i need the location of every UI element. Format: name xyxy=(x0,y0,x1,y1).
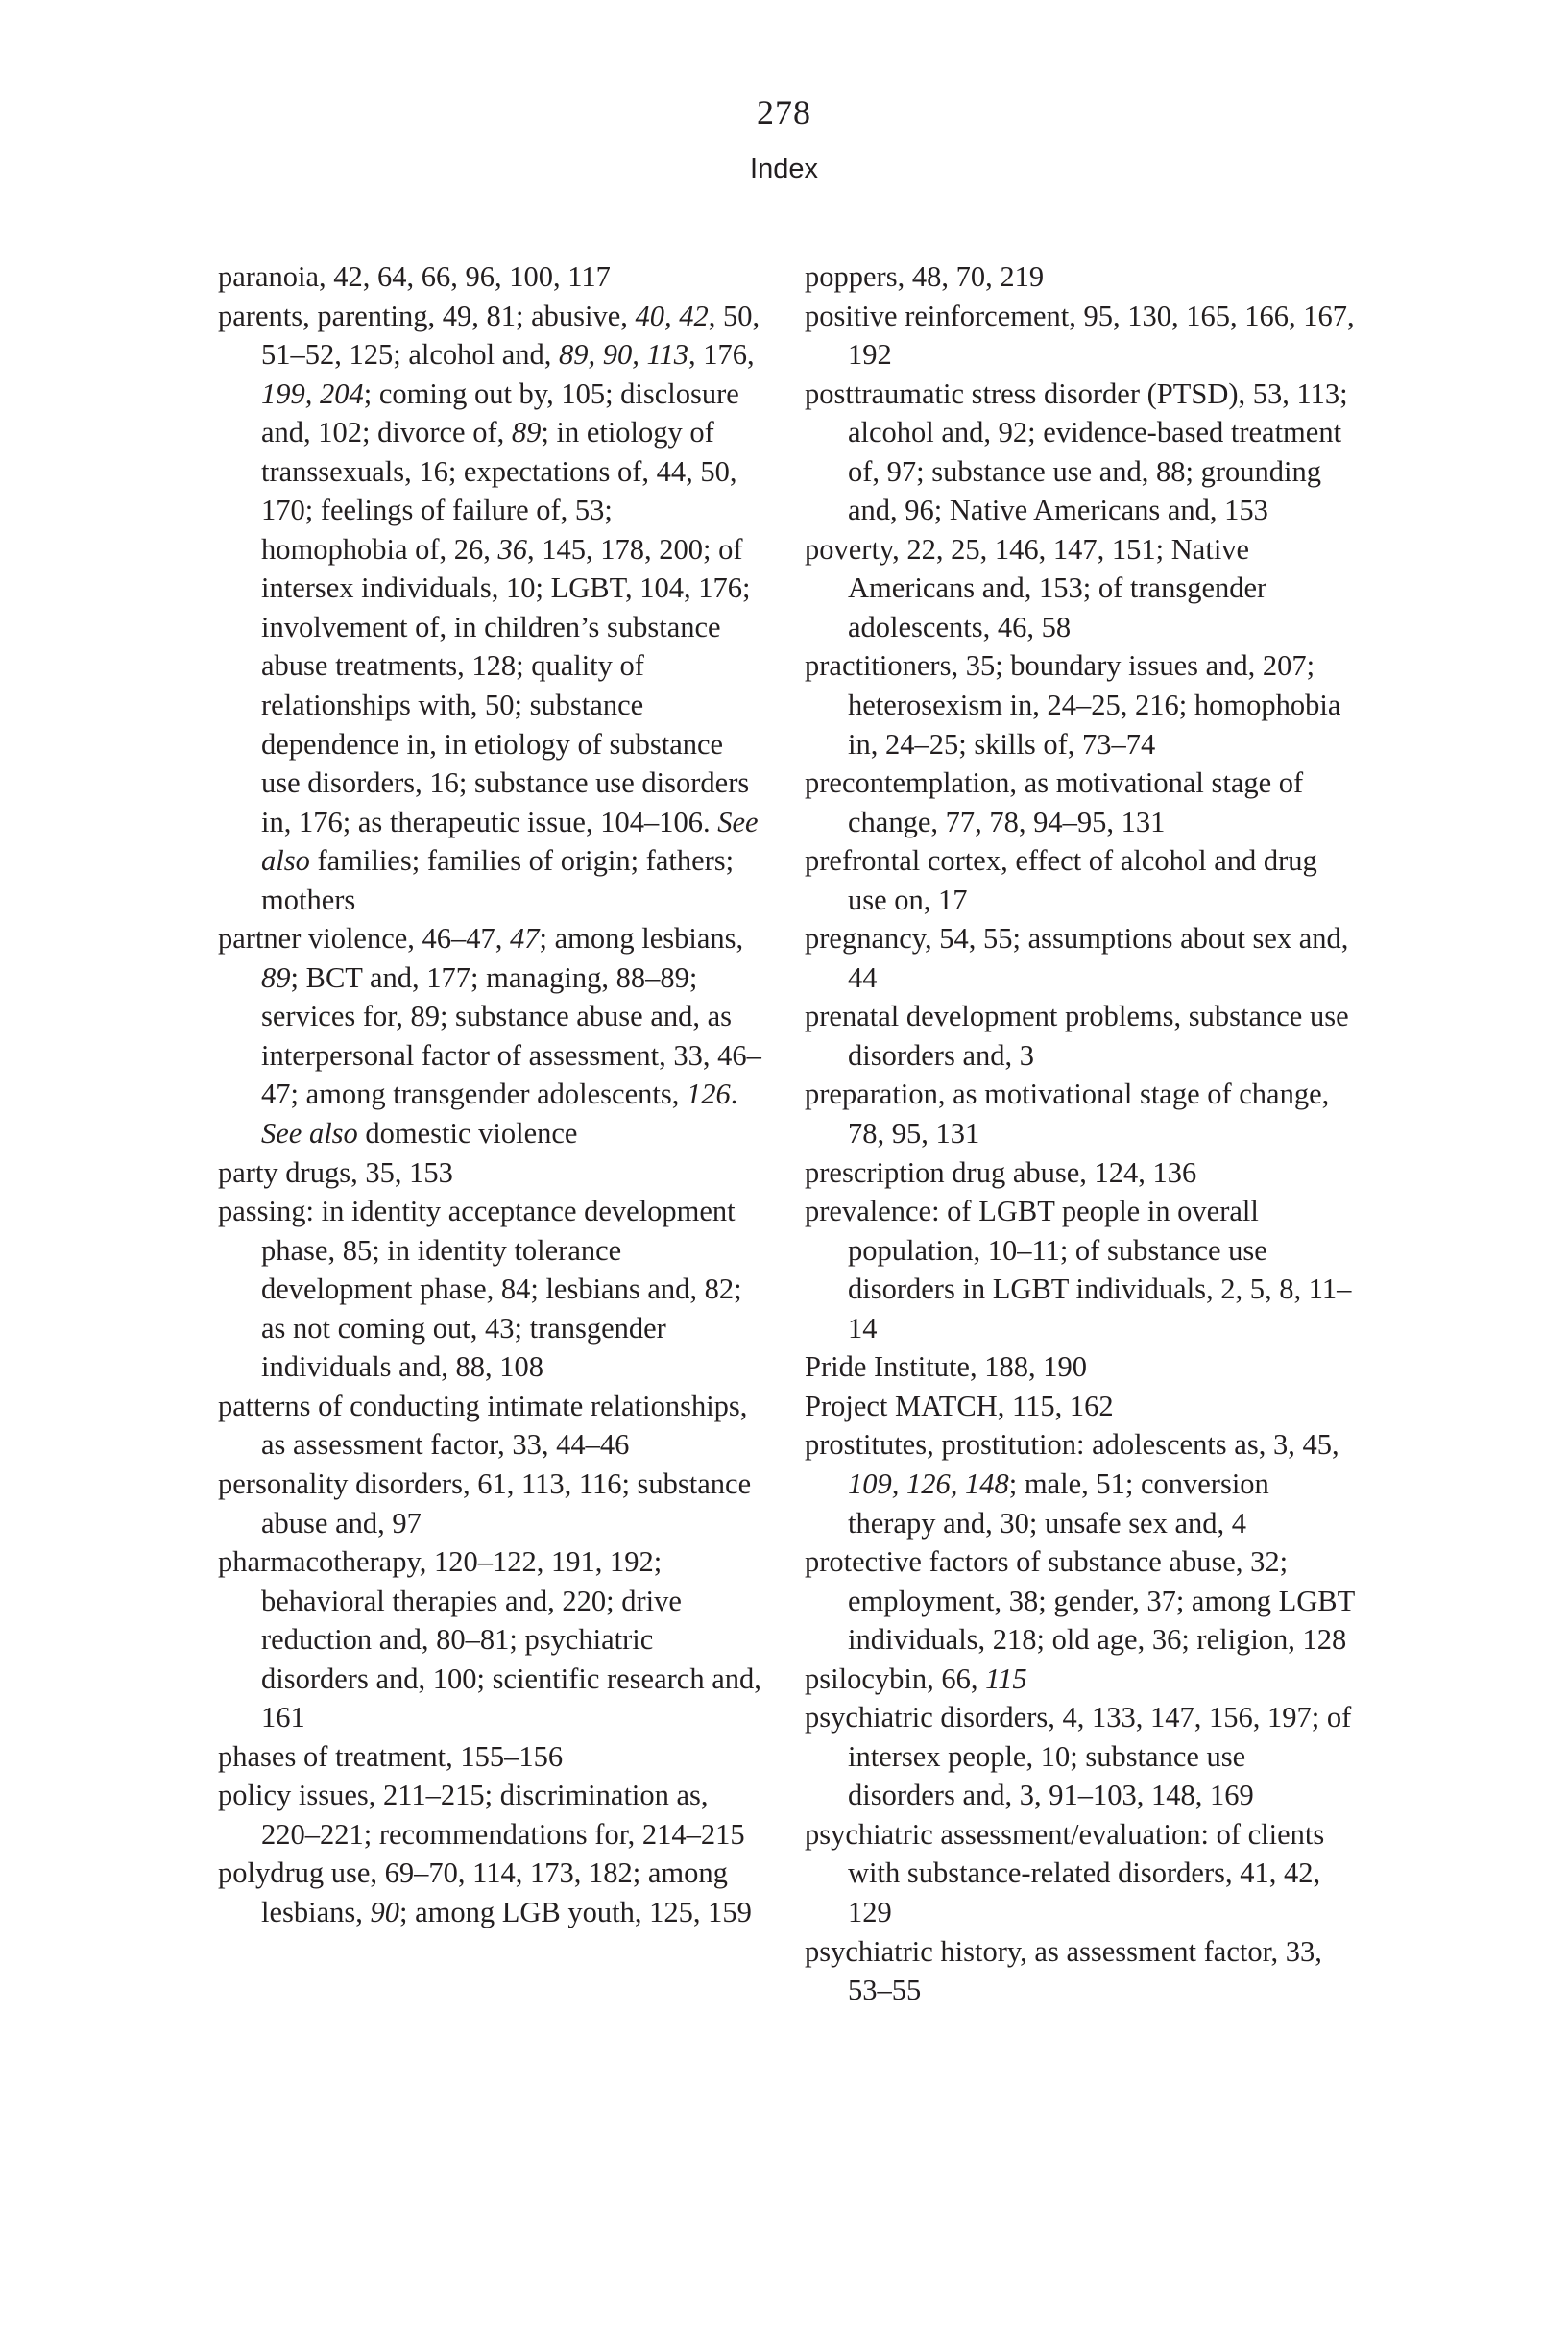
page-number: 278 xyxy=(757,93,811,132)
index-entry xyxy=(805,1192,1357,1347)
index-entry-text: party drugs, 35, 153 xyxy=(218,1155,453,1189)
index-entry-text: ; in etiology of transsexuals, 16; expectations of, 44, 50, 170; feelings of failure of, 53; homophobia of, 26, xyxy=(261,416,737,566)
index-entry-text: ; BCT and, 177; managing, 88–89; services for, 89; substance abuse and, as interpersonal factor of assessment, 33, 46–47; among transgender adolescents, xyxy=(261,960,761,1111)
index-entry-italic-text: 199, 204 xyxy=(261,376,364,410)
index-entry xyxy=(218,1192,765,1387)
index-entry-text: prostitutes, prostitution: adolescents as, 3, 45, xyxy=(805,1428,1339,1462)
index-entry-text: , 50, 51–52, 125; alcohol and, xyxy=(261,299,760,372)
index-entry-italic-text: See also xyxy=(261,805,759,878)
index-entry xyxy=(218,1737,765,1777)
index-entry xyxy=(805,841,1357,919)
index-entry xyxy=(218,1465,765,1542)
index-entry-text: pregnancy, 54, 55; assumptions about sex and, 44 xyxy=(805,922,1349,994)
index-entry-italic-text: 126 xyxy=(686,1078,731,1111)
index-column-left xyxy=(218,257,765,1932)
index-entry-text: , 176, xyxy=(688,338,755,372)
index-entry-text: paranoia, 42, 64, 66, 96, 100, 117 xyxy=(218,260,611,293)
index-entry xyxy=(805,646,1357,764)
index-entry xyxy=(805,1425,1357,1542)
index-entry xyxy=(805,1153,1357,1193)
index-entry-text: poppers, 48, 70, 219 xyxy=(805,260,1045,293)
index-entry xyxy=(805,375,1357,530)
index-entry xyxy=(805,1698,1357,1815)
index-entry-text: preparation, as motivational stage of change, 78, 95, 131 xyxy=(805,1078,1330,1151)
index-entry xyxy=(218,1387,765,1465)
index-entry-text: practitioners, 35; boundary issues and, 207; heterosexism in, 24–25, 216; homophobia in, 24–25; skills of, 73–74 xyxy=(805,649,1341,761)
index-entry-italic-text: 90 xyxy=(370,1895,400,1928)
index-entry xyxy=(805,919,1357,997)
index-entry xyxy=(805,1542,1357,1660)
index-entry xyxy=(218,1854,765,1931)
index-entry xyxy=(805,1387,1357,1426)
index-entry-text: protective factors of substance abuse, 32; employment, 38; gender, 37; among LGBT individuals, 218; old age, 36; religion, 128 xyxy=(805,1545,1355,1657)
index-entry xyxy=(805,1660,1357,1699)
index-entry-text: policy issues, 211–215; discrimination as, 220–221; recommendations for, 214–215 xyxy=(218,1779,745,1851)
index-entry xyxy=(218,257,765,297)
index-entry xyxy=(805,257,1357,297)
index-entry-text: precontemplation, as motivational stage of change, 77, 78, 94–95, 131 xyxy=(805,766,1304,838)
index-entry-text: ; male, 51; conversion therapy and, 30; unsafe sex and, 4 xyxy=(848,1467,1269,1540)
index-entry-text: families; families of origin; fathers; mothers xyxy=(261,844,735,916)
index-entry xyxy=(805,764,1357,841)
index-entry-text: positive reinforcement, 95, 130, 165, 166, 167, 192 xyxy=(805,299,1355,372)
index-entry-text: pharmacotherapy, 120–122, 191, 192; behavioral therapies and, 220; drive reduction and, 80–81; psychiatric disorders and, 100; scientific research and, 161 xyxy=(218,1545,761,1734)
index-entry-text: ; coming out by, 105; disclosure and, 102; divorce of, xyxy=(261,376,739,449)
index-entry-text: prefrontal cortex, effect of alcohol and drug use on, 17 xyxy=(805,844,1317,916)
index-entry-text: prescription drug abuse, 124, 136 xyxy=(805,1155,1197,1189)
index-entry xyxy=(805,1347,1357,1387)
index-entry-text: , 145, 178, 200; of intersex individuals, 10; LGBT, 104, 176; involvement of, in children’s substance abuse treatments, 128; quality of relationships with, 50; substance dependence in, in etiology of substance use disorders, 16; substance use disorders in, 176; as therapeutic issue, 104–106. xyxy=(261,532,751,838)
index-entry xyxy=(805,1075,1357,1152)
index-entry-text: psychiatric disorders, 4, 133, 147, 156, 197; of intersex people, 10; substance use disorders and, 3, 91–103, 148, 169 xyxy=(805,1701,1352,1812)
index-entry-text: ; among lesbians, xyxy=(539,922,744,956)
index-entry xyxy=(218,1153,765,1193)
index-entry xyxy=(218,1776,765,1854)
index-entry-text: prenatal development problems, substance use disorders and, 3 xyxy=(805,1000,1349,1072)
index-entry xyxy=(218,1542,765,1737)
index-entry-text: phases of treatment, 155–156 xyxy=(218,1739,564,1773)
index-entry-italic-text: 89, 90, 113 xyxy=(559,338,689,372)
index-entry xyxy=(805,1932,1357,2010)
index-entry-text: psychiatric history, as assessment factor, 33, 53–55 xyxy=(805,1934,1322,2007)
index-entry-italic-text: 115 xyxy=(985,1661,1027,1695)
index-entry-text: posttraumatic stress disorder (PTSD), 53, 113; alcohol and, 92; evidence-based treatment of, 97; substance use and, 88; grounding and, 96; Native Americans and, 153 xyxy=(805,376,1348,527)
index-entry xyxy=(218,919,765,1152)
running-head: Index xyxy=(750,154,818,184)
index-entry-text: domestic violence xyxy=(357,1117,578,1151)
index-entry xyxy=(805,1815,1357,1932)
index-entry-text: personality disorders, 61, 113, 116; substance abuse and, 97 xyxy=(218,1467,752,1540)
index-entry xyxy=(805,997,1357,1075)
index-entry-text: polydrug use, 69–70, 114, 173, 182; among lesbians, xyxy=(218,1856,728,1928)
index-entry-text: passing: in identity acceptance development phase, 85; in identity tolerance development phase, 84; lesbians and, 82; as not coming out, 43; transgender individuals and, 88, 108 xyxy=(218,1195,742,1384)
index-entry xyxy=(218,297,765,920)
index-entry-italic-text: 47 xyxy=(510,922,540,956)
index-entry-italic-text: See also xyxy=(261,1117,358,1151)
index-entry-text: parents, parenting, 49, 81; abusive, xyxy=(218,299,636,332)
index-entry-italic-text: 89 xyxy=(261,960,291,994)
index-entry-text: ; among LGB youth, 125, 159 xyxy=(399,1895,752,1928)
index-entry xyxy=(805,297,1357,375)
index-entry-italic-text: 40, 42 xyxy=(635,299,709,332)
index-entry xyxy=(805,530,1357,647)
index-entry-text: Pride Institute, 188, 190 xyxy=(805,1350,1087,1384)
index-entry-italic-text: 36 xyxy=(497,532,528,566)
index-entry-text: . xyxy=(730,1078,738,1111)
index-entry-text: patterns of conducting intimate relationships, as assessment factor, 33, 44–46 xyxy=(218,1389,748,1462)
index-entry-italic-text: 89 xyxy=(511,416,542,449)
index-entry-text: partner violence, 46–47, xyxy=(218,922,511,956)
index-column-right xyxy=(805,257,1357,2010)
index-entry-text: psychiatric assessment/evaluation: of clients with substance-related disorders, 41, 42, 129 xyxy=(805,1817,1325,1928)
index-entry-italic-text: 109, 126, 148 xyxy=(848,1467,1009,1500)
index-entry-text: poverty, 22, 25, 146, 147, 151; Native Americans and, 153; of transgender adolescents, 46, 58 xyxy=(805,532,1267,643)
index-entry-text: Project MATCH, 115, 162 xyxy=(805,1389,1114,1422)
index-entry-text: prevalence: of LGBT people in overall population, 10–11; of substance use disorders in LGBT individuals, 2, 5, 8, 11–14 xyxy=(805,1195,1352,1345)
index-entry-text: psilocybin, 66, xyxy=(805,1661,986,1695)
